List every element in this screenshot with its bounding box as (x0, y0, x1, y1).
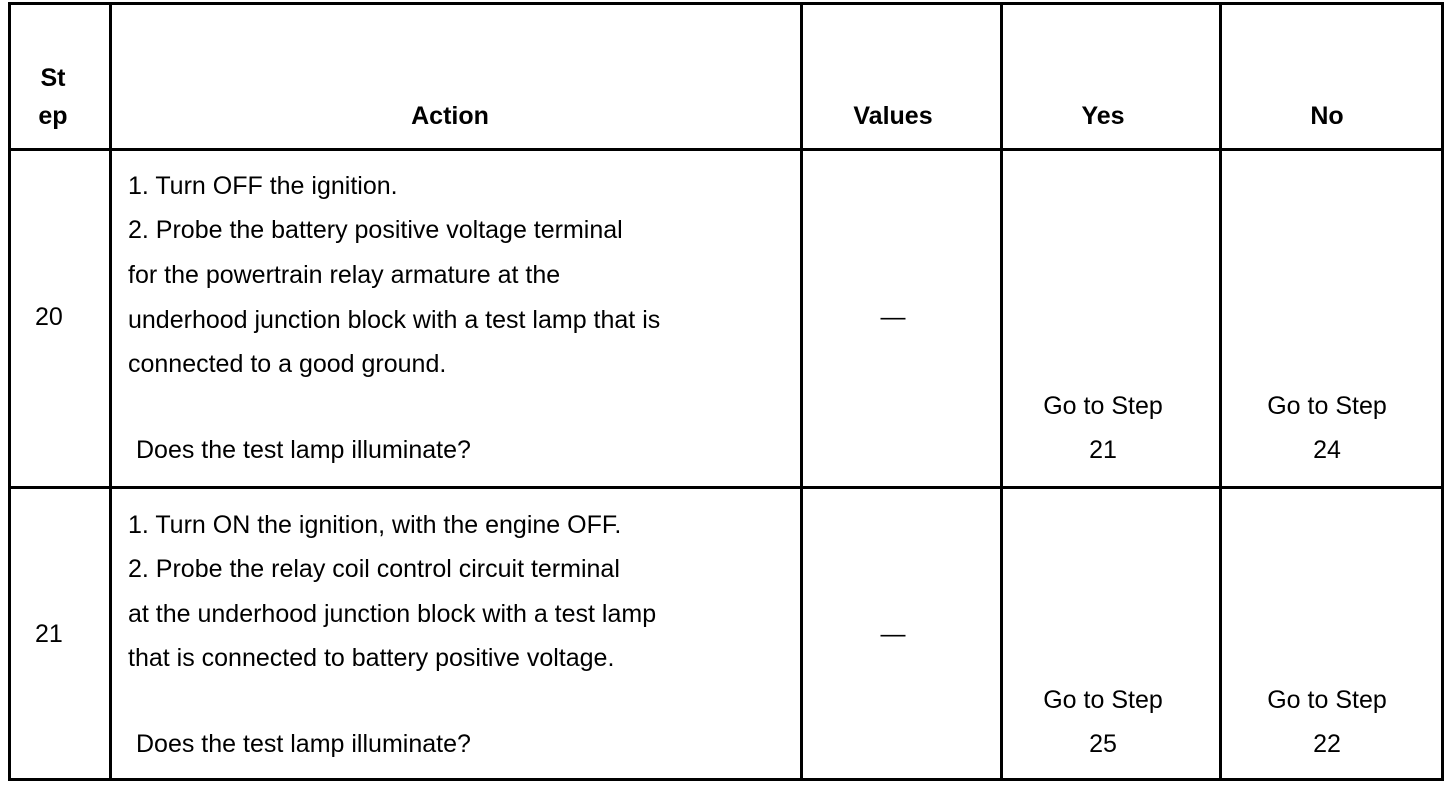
header-step-line-1: St (40, 64, 66, 92)
no-go-to-step-text: Go to Step (1267, 392, 1387, 420)
values-dash: — (880, 303, 906, 331)
table-right-border (1441, 2, 1444, 781)
action-line: for the powertrain relay armature at the (128, 261, 561, 289)
header-bottom-border (8, 148, 1444, 151)
yes-go-to-step-text: Go to Step (1043, 686, 1163, 714)
action-question: Does the test lamp illuminate? (136, 436, 471, 464)
header-no: No (1310, 102, 1344, 130)
no-step-number: 24 (1313, 436, 1341, 464)
action-question: Does the test lamp illuminate? (136, 730, 471, 758)
action-line: underhood junction block with a test lamp that is (128, 306, 661, 334)
action-line: 2. Probe the relay coil control circuit terminal (128, 555, 620, 583)
action-line: at the underhood junction block with a test lamp (128, 600, 657, 628)
table-row-step-number: 21 (35, 620, 63, 648)
action-line: that is connected to battery positive voltage. (128, 644, 615, 672)
action-line: connected to a good ground. (128, 350, 447, 378)
no-step-number: 22 (1313, 730, 1341, 758)
action-line: 2. Probe the battery positive voltage terminal (128, 216, 623, 244)
header-action: Action (411, 102, 489, 130)
values-dash: — (880, 620, 906, 648)
no-go-to-step-text: Go to Step (1267, 686, 1387, 714)
yes-go-to-step-text: Go to Step (1043, 392, 1163, 420)
table-row-step-number: 20 (35, 303, 63, 331)
yes-step-number: 21 (1089, 436, 1117, 464)
table-bottom-border (8, 778, 1444, 781)
action-line: 1. Turn OFF the ignition. (128, 172, 398, 200)
header-yes: Yes (1081, 102, 1125, 130)
diagnostic-table (8, 2, 1444, 781)
action-line: 1. Turn ON the ignition, with the engine OFF. (128, 511, 622, 539)
yes-step-number: 25 (1089, 730, 1117, 758)
header-step-line-2: ep (38, 102, 68, 130)
header-values: Values (853, 102, 933, 130)
table-top-border (8, 2, 1444, 5)
row-divider (8, 486, 1444, 489)
